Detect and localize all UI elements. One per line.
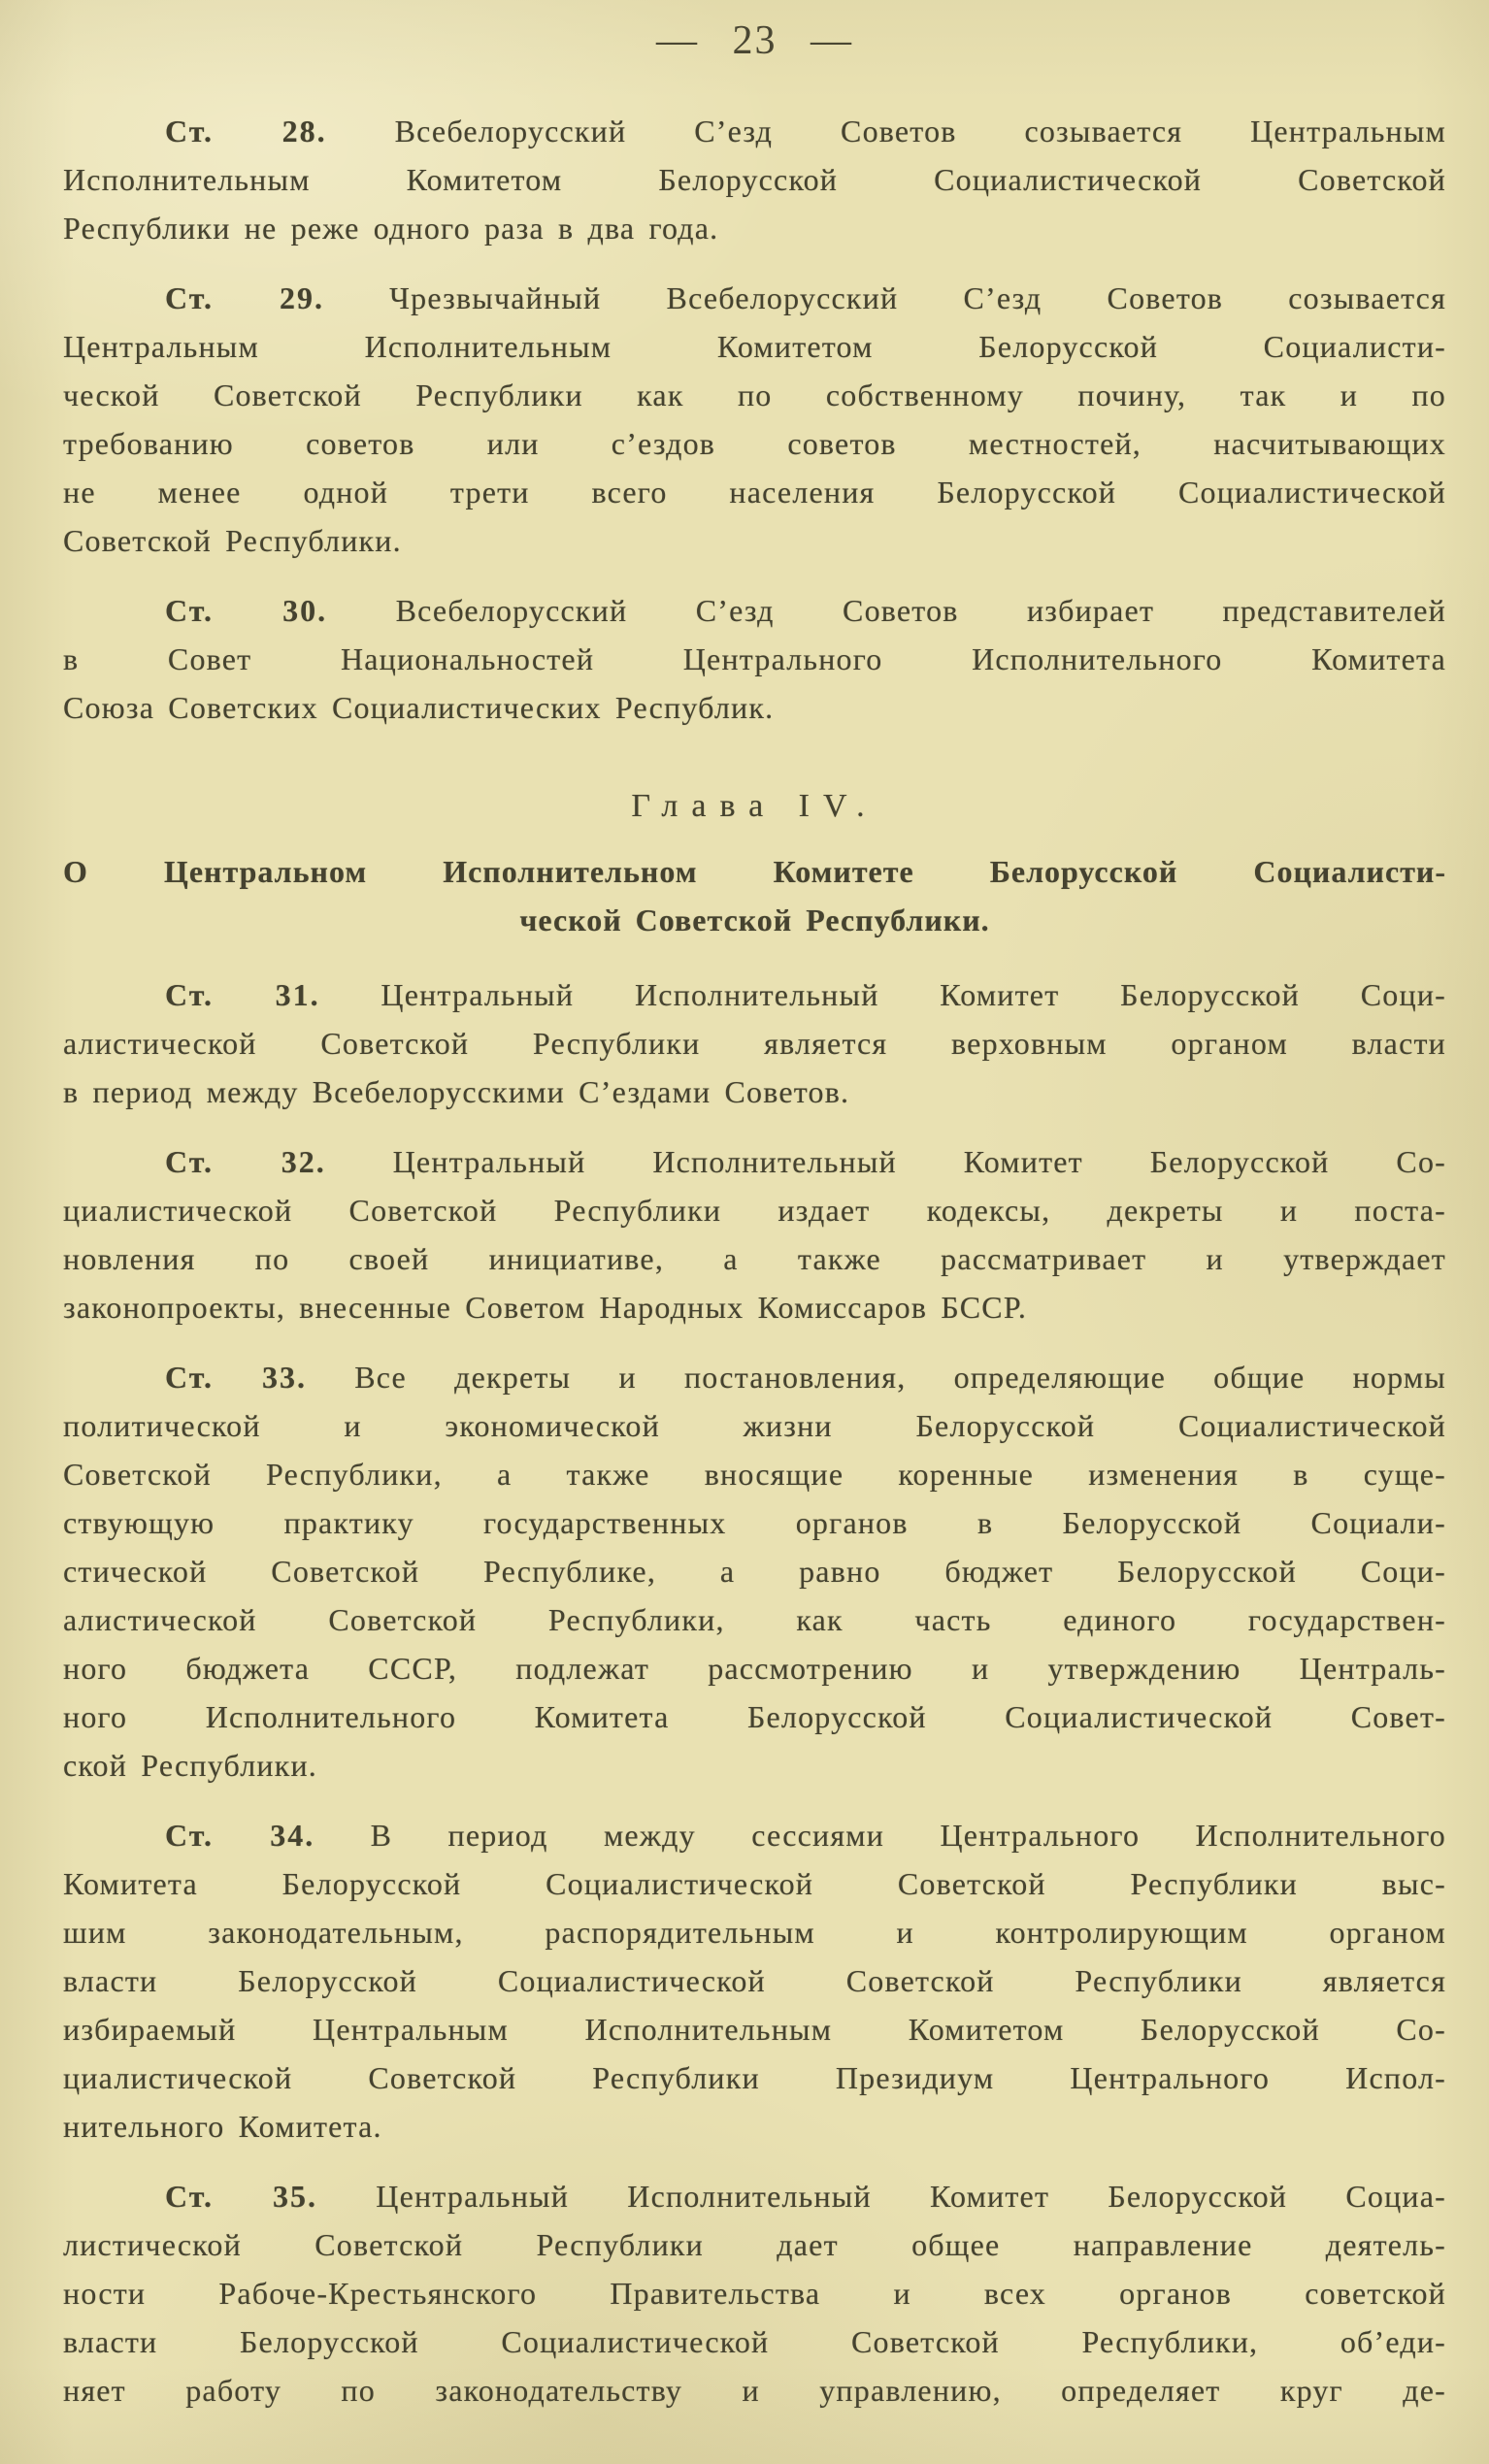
chapter-heading: Глава IV. — [631, 788, 878, 824]
article-line: политической и экономической жизни Белорусской Социалистической — [63, 1408, 1446, 1443]
article-line: не менее одной трети всего населения Белорусской Социалистической — [63, 475, 1446, 509]
article-line: Республики не реже одного раза в два года. — [63, 211, 719, 246]
article-text: Всебелорусский С’езд Советов избирает представителей — [395, 593, 1446, 628]
article-number: Ст. 34. — [165, 1818, 315, 1853]
article-34 — [63, 1811, 1446, 2151]
article-line — [63, 586, 1446, 635]
article-line — [63, 1811, 1446, 1859]
article-text: Центральный Исполнительный Комитет Белорусской Соци- — [381, 977, 1447, 1012]
article-line: алистической Советской Республики является верховным органом власти — [63, 1026, 1446, 1061]
article-31 — [63, 970, 1446, 1116]
chapter-subtitle-line: О Центральном Исполнительном Комитете Белорусской Социалисти- — [63, 854, 1446, 889]
article-line: стической Советской Республике, а равно бюджет Белорусской Соци- — [63, 1554, 1446, 1589]
article-text: Центральный Исполнительный Комитет Белорусской Со- — [392, 1144, 1447, 1179]
article-30 — [63, 586, 1446, 732]
article-line — [63, 2172, 1446, 2220]
article-number: Ст. 33. — [165, 1360, 307, 1395]
article-line — [63, 1137, 1446, 1186]
article-line: Исполнительным Комитетом Белорусской Социалистической Советской — [63, 162, 1446, 197]
article-line: циалистической Советской Республики Президиум Центрального Испол- — [63, 2060, 1446, 2095]
article-line: Союза Советских Социалистических Республик. — [63, 690, 775, 725]
article-line: шим законодательным, распорядительным и контролирующим органом — [63, 1915, 1446, 1950]
article-line: ской Республики. — [63, 1748, 317, 1783]
article-line — [63, 107, 1446, 155]
article-line: новления по своей инициативе, а также рассматривает и утверждает — [63, 1241, 1446, 1276]
article-line: ности Рабоче-Крестьянского Правительства и всех органов советской — [63, 2276, 1446, 2311]
article-33 — [63, 1353, 1446, 1790]
document-body — [63, 107, 1446, 2415]
article-line: циалистической Советской Республики издает кодексы, декреты и поста- — [63, 1193, 1446, 1228]
article-number: Ст. 32. — [165, 1144, 326, 1179]
article-line: в Совет Национальностей Центрального Исполнительного Комитета — [63, 641, 1446, 676]
article-number: Ст. 30. — [165, 593, 328, 628]
article-line: избираемый Центральным Исполнительным Комитетом Белорусской Со- — [63, 2012, 1446, 2047]
article-number: Ст. 35. — [165, 2179, 318, 2214]
article-line — [63, 970, 1446, 1019]
article-line: законопроекты, внесенные Советом Народных Комиссаров БССР. — [63, 1290, 1028, 1325]
article-line: власти Белорусской Социалистической Советской Республики, об’еди- — [63, 2324, 1446, 2359]
chapter-subtitle — [63, 847, 1446, 944]
article-line: ного Исполнительного Комитета Белорусской Социалистической Совет- — [63, 1699, 1446, 1734]
article-line: ческой Советской Республики как по собственному почину, так и по — [63, 378, 1446, 412]
article-line: ствующую практику государственных органов в Белорусской Социали- — [63, 1505, 1446, 1540]
article-line: Советской Республики. — [63, 523, 402, 558]
article-text: Центральный Исполнительный Комитет Белорусской Социа- — [376, 2179, 1447, 2214]
article-number: Ст. 29. — [165, 280, 324, 315]
article-29 — [63, 274, 1446, 565]
article-line: Комитета Белорусской Социалистической Советской Республики выс- — [63, 1866, 1446, 1901]
article-line: требованию советов или с’ездов советов местностей, насчитывающих — [63, 426, 1446, 461]
article-line: алистической Советской Республики, как часть единого государствен- — [63, 1602, 1446, 1637]
article-number: Ст. 31. — [165, 977, 320, 1012]
article-32 — [63, 1137, 1446, 1331]
article-line: власти Белорусской Социалистической Советской Республики является — [63, 1963, 1446, 1998]
article-line: няет работу по законодательству и управлению, определяет круг де- — [63, 2373, 1446, 2408]
article-line: Центральным Исполнительным Комитетом Белорусской Социалисти- — [63, 329, 1446, 364]
article-line — [63, 274, 1446, 322]
article-line: ного бюджета СССР, подлежат рассмотрению и утверждению Централь- — [63, 1651, 1446, 1686]
article-line: листической Советской Республики дает общее направление деятель- — [63, 2227, 1446, 2262]
article-number: Ст. 28. — [165, 114, 327, 148]
article-35 — [63, 2172, 1446, 2415]
article-text: Всебелорусский С’езд Советов созывается Центральным — [394, 114, 1447, 148]
article-28 — [63, 107, 1446, 252]
article-line: в период между Всебелорусскими С’ездами Советов. — [63, 1074, 850, 1109]
chapter-subtitle-line: ческой Советской Республики. — [519, 903, 990, 937]
article-line: нительного Комитета. — [63, 2109, 382, 2144]
article-line — [63, 1353, 1446, 1401]
article-text: Все декреты и постановления, определяющие общие нормы — [354, 1360, 1447, 1395]
page-number: — 23 — — [656, 18, 853, 63]
article-text: В период между сессиями Центрального Исполнительного — [370, 1818, 1446, 1853]
article-text: Чрезвычайный Всебелорусский С’езд Советов созывается — [389, 280, 1446, 315]
article-line: Советской Республики, а также вносящие коренные изменения в суще- — [63, 1457, 1446, 1492]
